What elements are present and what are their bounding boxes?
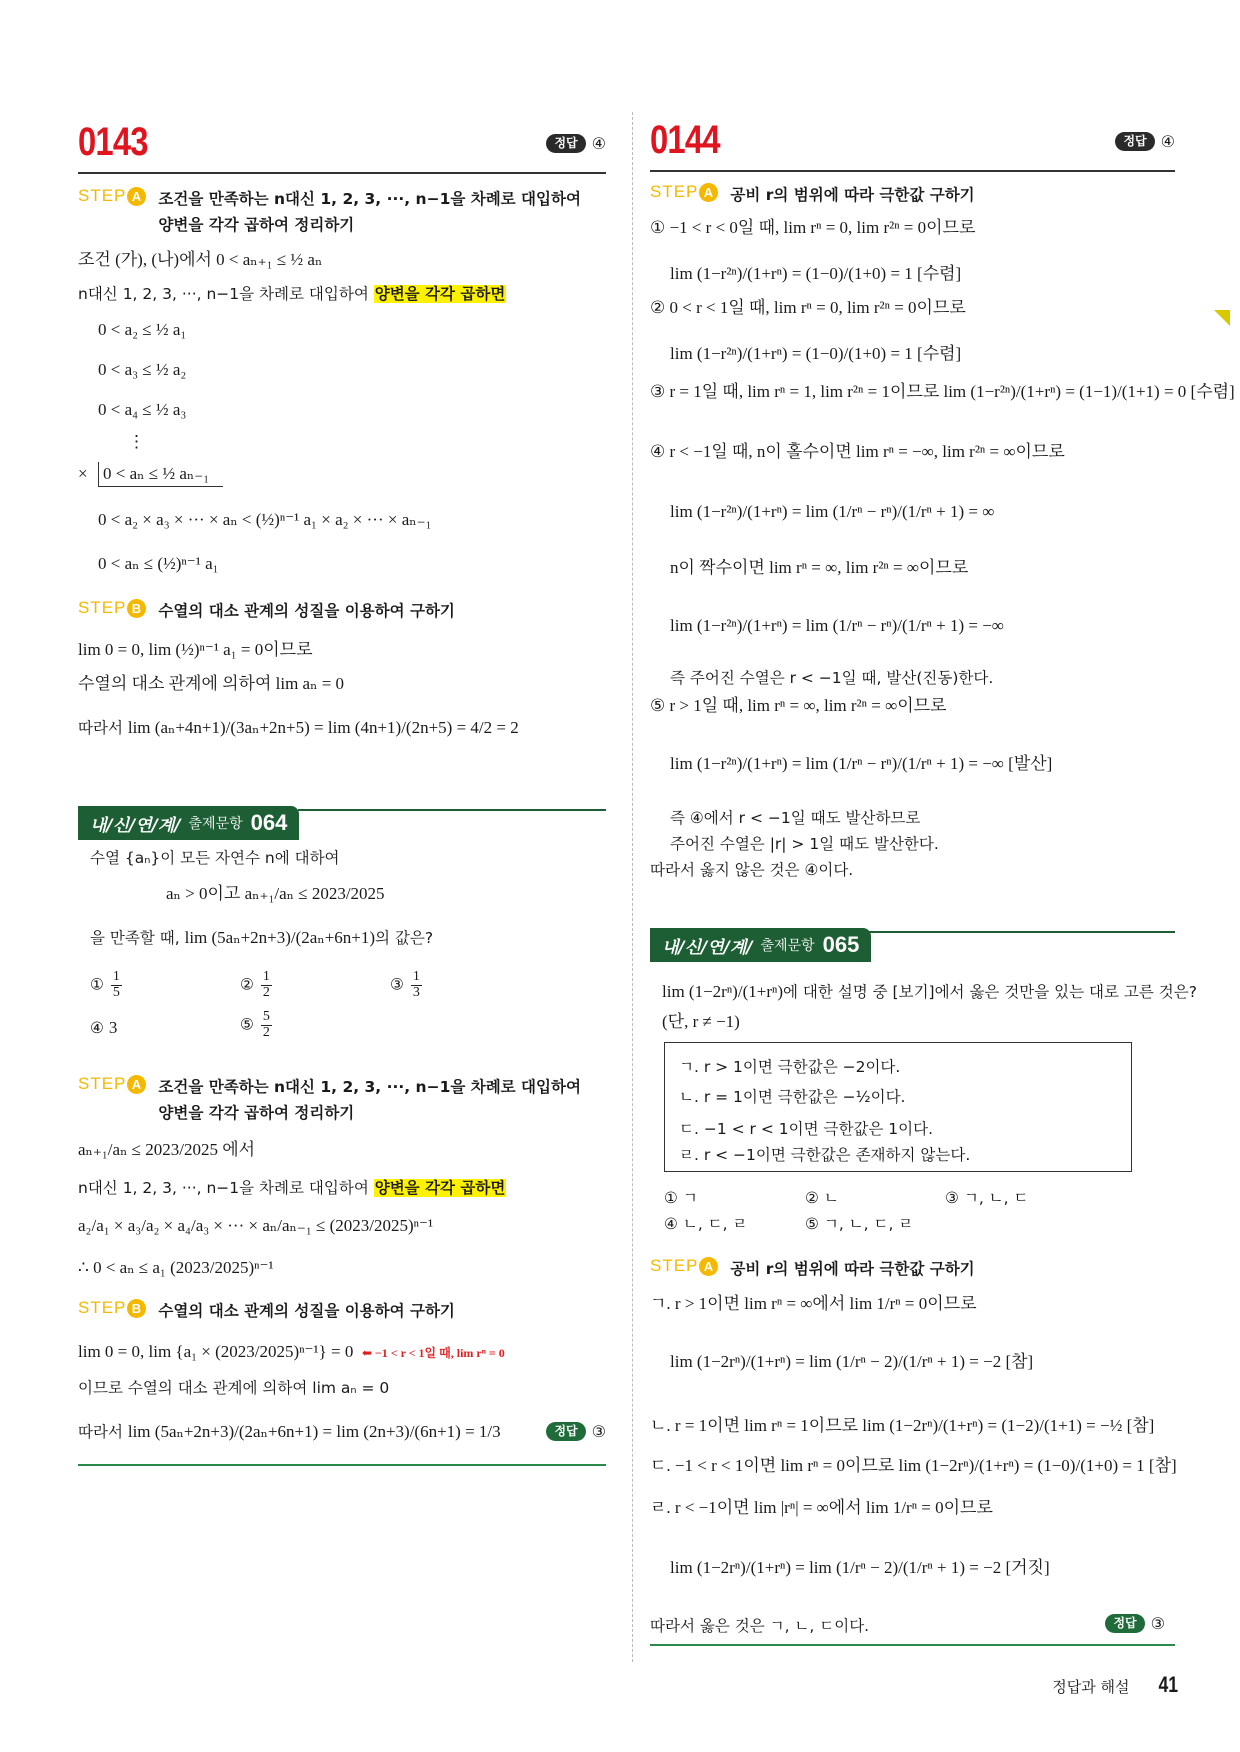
related-step-a-heading [650, 1256, 975, 1282]
sol-line-1-eq: lim (1−2rⁿ)/(1+rⁿ) = lim (1/rⁿ − 2)/(1/rⁿ + 1) = −2 [참] [670, 1352, 1034, 1371]
choice-2[interactable]: ② $\frac{1}{2}$ [240, 969, 270, 1000]
limit-line-1: lim 0 = 0, lim (½)ⁿ⁻¹ a₁ = 0이므로 [78, 640, 313, 659]
choice-1[interactable]: ① $\frac{1}{5}$ [90, 969, 120, 1000]
answer-badge: 정답 [1115, 132, 1154, 151]
related-question-condition: aₙ > 0이고 aₙ₊₁/aₙ ≤ 2023/2025 [166, 884, 385, 903]
case-5: ⑤ r > 1일 때, lim rⁿ = ∞, lim r²ⁿ = ∞이므로 [650, 696, 947, 715]
problem-header-0143 [78, 120, 606, 174]
case-4-conclusion: 즉 주어진 수열은 r < −1일 때, 발산(진동)한다. [670, 669, 994, 687]
product-inequality: 0 < a₂ × a₃ × ··· × aₙ < (½)ⁿ⁻¹ a₁ × a₂ × ··· × aₙ₋₁ [98, 510, 432, 529]
step-tag: STEP A [78, 1074, 146, 1094]
case-4-eq-even: lim (1−r²ⁿ)/(1+rⁿ) = lim (1/rⁿ − rⁿ)/(1/rⁿ + 1) = −∞ [670, 616, 1004, 635]
case-2-eq: lim (1−r²ⁿ)/(1+rⁿ) = (1−0)/(1+0) = 1 [수렴] [670, 344, 962, 363]
answer-badge: 정답 [1105, 1614, 1144, 1633]
inequality-2: 0 < a₃ ≤ ½ a₂ [98, 360, 187, 379]
bogi-item-4: ㄹ. r < −1이면 극한값은 존재하지 않는다. [679, 1146, 971, 1164]
related-step-line-1: aₙ₊₁/aₙ ≤ 2023/2025 에서 [78, 1140, 256, 1159]
bogi-item-1: ㄱ. r > 1이면 극한값은 −2이다. [679, 1058, 901, 1076]
step-letter-icon: A [699, 183, 718, 202]
result-inequality: 0 < aₙ ≤ (½)ⁿ⁻¹ a₁ [98, 554, 219, 573]
sol-line-4-eq: lim (1−2rⁿ)/(1+rⁿ) = lim (1/rⁿ − 2)/(1/rⁿ + 1) = −2 [거짓] [670, 1558, 1050, 1577]
step-tag: STEP B [78, 1298, 146, 1318]
answer-badge: 정답 [546, 134, 585, 153]
related-step-line-4: ∴ 0 < aₙ ≤ a₁ (2023/2025)ⁿ⁻¹ [78, 1258, 274, 1277]
choice-5[interactable]: ⑤ $\frac{5}{2}$ [240, 1009, 270, 1040]
choice-4[interactable]: ④ ㄴ, ㄷ, ㄹ [664, 1215, 748, 1233]
step-title: 수열의 대소 관계의 성질을 이용하여 구하기 [158, 602, 455, 620]
case-4-eq-odd: lim (1−r²ⁿ)/(1+rⁿ) = lim (1/rⁿ − rⁿ)/(1/rⁿ + 1) = ∞ [670, 502, 995, 521]
step-letter-icon: B [127, 599, 146, 618]
step-title: 수열의 대소 관계의 성질을 이용하여 구하기 [158, 1302, 455, 1320]
choice-5[interactable]: ⑤ ㄱ, ㄴ, ㄷ, ㄹ [805, 1215, 914, 1233]
choice-2[interactable]: ② ㄴ [805, 1189, 839, 1207]
answer-value: ③ [591, 1422, 606, 1441]
step-title: 조건을 만족하는 n대신 1, 2, 3, ···, n−1을 차례로 대입하여 양변을 각각 곱하여 정리하기 [158, 1078, 581, 1122]
highlight: 양변을 각각 곱하면 [374, 285, 506, 303]
answer-value: ④ [1160, 132, 1175, 151]
step-tag: STEP A [650, 1256, 718, 1276]
section-divider [78, 1464, 606, 1466]
inequality-n: 0 < aₙ ≤ ½ aₙ₋₁ [98, 462, 223, 487]
step-title: 공비 r의 범위에 따라 극한값 구하기 [730, 1260, 975, 1278]
related-final-line: 따라서 lim (5aₙ+2n+3)/(2aₙ+6n+1) = lim (2n+3)/(6n+1) = 1/3 [78, 1422, 501, 1441]
column-divider [632, 112, 633, 1662]
step-tag: STEP A [78, 186, 146, 206]
condition-line: 조건 (가), (나)에서 0 < aₙ₊₁ ≤ ½ aₙ [78, 250, 323, 269]
right-column [650, 0, 1235, 1752]
answer-indicator [546, 134, 606, 153]
multiply-sign: × [78, 464, 88, 483]
step-tag: STEP B [78, 598, 146, 618]
problem-header-0144 [650, 118, 1175, 172]
related-step-a-heading [78, 1074, 581, 1126]
step-title: 공비 r의 범위에 따라 극한값 구하기 [730, 186, 975, 204]
bogi-box [664, 1042, 1132, 1172]
sol-line-4: ㄹ. r < −1이면 lim |rⁿ| = ∞에서 lim 1/rⁿ = 0이므로 [650, 1498, 993, 1517]
answer-badge: 정답 [546, 1422, 585, 1441]
sol-line-3: ㄷ. −1 < r < 1이면 lim rⁿ = 0이므로 lim (1−2rⁿ)/(1+rⁿ) = (1−0)/(1+0) = 1 [참] [650, 1456, 1177, 1475]
hint-note: ⬅ −1 < r < 1일 때, lim rⁿ = 0 [361, 1346, 505, 1360]
related-banner-064: 내/신/연/계/ 출제문항 064 [78, 806, 606, 840]
related-step-line-3: a₂/a₁ × a₃/a₂ × a₄/a₃ × ··· × aₙ/aₙ₋₁ ≤ (2023/2025)ⁿ⁻¹ [78, 1216, 434, 1235]
choice-4[interactable]: ④ 3 [90, 1018, 118, 1037]
related-banner-065: 내/신/연/계/ 출제문항 065 [650, 928, 1175, 962]
related-question: lim (1−2rⁿ)/(1+rⁿ)에 대한 설명 중 [보기]에서 옳은 것만을 있는 대로 고른 것은? [662, 982, 1197, 1001]
step-a-heading [650, 182, 975, 208]
problem-number: 0143 [78, 120, 148, 164]
step-letter-icon: B [127, 1299, 146, 1318]
sol-final-line: 따라서 옳은 것은 ㄱ, ㄴ, ㄷ이다. [650, 1617, 870, 1635]
answer-value: ③ [1150, 1614, 1165, 1633]
step-b-heading [78, 598, 455, 624]
substitution-line: n대신 1, 2, 3, ···, n−1을 차례로 대입하여 양변을 각각 곱하면 [78, 285, 506, 303]
inequality-3: 0 < a₄ ≤ ½ a₃ [98, 400, 187, 419]
case-4-even: n이 짝수이면 lim rⁿ = ∞, lim r²ⁿ = ∞이므로 [670, 558, 969, 577]
step-tag: STEP A [650, 182, 718, 202]
case-5-eq: lim (1−r²ⁿ)/(1+rⁿ) = lim (1/rⁿ − rⁿ)/(1/rⁿ + 1) = −∞ [발산] [670, 754, 1053, 773]
related-question-condition: (단, r ≠ −1) [662, 1012, 740, 1031]
footer-label: 정답과 해설 [1052, 1678, 1130, 1696]
case-4: ④ r < −1일 때, n이 홀수이면 lim rⁿ = −∞, lim r²ⁿ = ∞이므로 [650, 442, 1065, 461]
bogi-item-2: ㄴ. r = 1이면 극한값은 −½이다. [679, 1088, 906, 1106]
case-1-eq: lim (1−r²ⁿ)/(1+rⁿ) = (1−0)/(1+0) = 1 [수렴] [670, 264, 962, 283]
left-column [78, 0, 606, 1752]
section-divider [650, 1644, 1175, 1646]
highlight: 양변을 각각 곱하면 [374, 1179, 506, 1197]
answer-indicator [1115, 132, 1175, 151]
case-5-conclusion-2: 주어진 수열은 |r| > 1일 때도 발산한다. [670, 835, 939, 853]
related-answer-indicator [546, 1422, 606, 1441]
case-3: ③ r = 1일 때, lim rⁿ = 1, lim r²ⁿ = 1이므로 lim (1−r²ⁿ)/(1+rⁿ) = (1−1)/(1+1) = 0 [수렴] [650, 382, 1235, 401]
problem-number: 0144 [650, 118, 720, 162]
step-a-heading [78, 186, 581, 238]
related-question-line-3: 을 만족할 때, lim (5aₙ+2n+3)/(2aₙ+6n+1)의 값은? [90, 928, 434, 947]
case-5-conclusion-1: 즉 ④에서 r < −1일 때도 발산하므로 [670, 809, 921, 827]
final-line: 따라서 옳지 않은 것은 ④이다. [650, 861, 854, 879]
limit-line-2: 수열의 대소 관계에 의하여 lim aₙ = 0 [78, 674, 345, 693]
page-edge-marker [1214, 310, 1230, 326]
step-letter-icon: A [699, 1257, 718, 1276]
related-step-b-heading [78, 1298, 455, 1324]
related-question-line-1: 수열 {aₙ}이 모든 자연수 n에 대하여 [90, 849, 340, 867]
step-letter-icon: A [127, 187, 146, 206]
page-number: 41 [1157, 1672, 1178, 1697]
step-letter-icon: A [127, 1075, 146, 1094]
case-1: ① −1 < r < 0일 때, lim rⁿ = 0, lim r²ⁿ = 0이므로 [650, 218, 976, 237]
related-step-line-2: n대신 1, 2, 3, ···, n−1을 차례로 대입하여 양변을 각각 곱하면 [78, 1179, 506, 1197]
related-limit-line-2: 이므로 수열의 대소 관계에 의하여 lim aₙ = 0 [78, 1379, 390, 1397]
case-2: ② 0 < r < 1일 때, lim rⁿ = 0, lim r²ⁿ = 0이므로 [650, 298, 966, 317]
related-limit-line: lim 0 = 0, lim {a₁ × (2023/2025)ⁿ⁻¹} = 0 ⬅ −1 < r < 1일 때, lim rⁿ = 0 [78, 1342, 505, 1361]
final-line: 따라서 lim (aₙ+4n+1)/(3aₙ+2n+5) = lim (4n+1)/(2n+5) = 4/2 = 2 [78, 718, 519, 737]
sol-line-1: ㄱ. r > 1이면 lim rⁿ = ∞에서 lim 1/rⁿ = 0이므로 [650, 1294, 977, 1313]
step-title: 조건을 만족하는 n대신 1, 2, 3, ···, n−1을 차례로 대입하여 양변을 각각 곱하여 정리하기 [158, 190, 581, 234]
answer-value: ④ [591, 134, 606, 153]
related-answer-indicator [1105, 1614, 1165, 1633]
inequality-1: 0 < a₂ ≤ ½ a₁ [98, 320, 187, 339]
choice-1[interactable]: ① ㄱ [664, 1189, 698, 1207]
vertical-dots: ⋮ [128, 432, 145, 451]
page-footer [1052, 1672, 1180, 1698]
choice-3[interactable]: ③ $\frac{1}{3}$ [390, 969, 420, 1000]
choice-3[interactable]: ③ ㄱ, ㄴ, ㄷ [945, 1189, 1029, 1207]
sol-line-2: ㄴ. r = 1이면 lim rⁿ = 1이므로 lim (1−2rⁿ)/(1+rⁿ) = (1−2)/(1+1) = −½ [참] [650, 1416, 1155, 1435]
bogi-item-3: ㄷ. −1 < r < 1이면 극한값은 1이다. [679, 1120, 934, 1138]
